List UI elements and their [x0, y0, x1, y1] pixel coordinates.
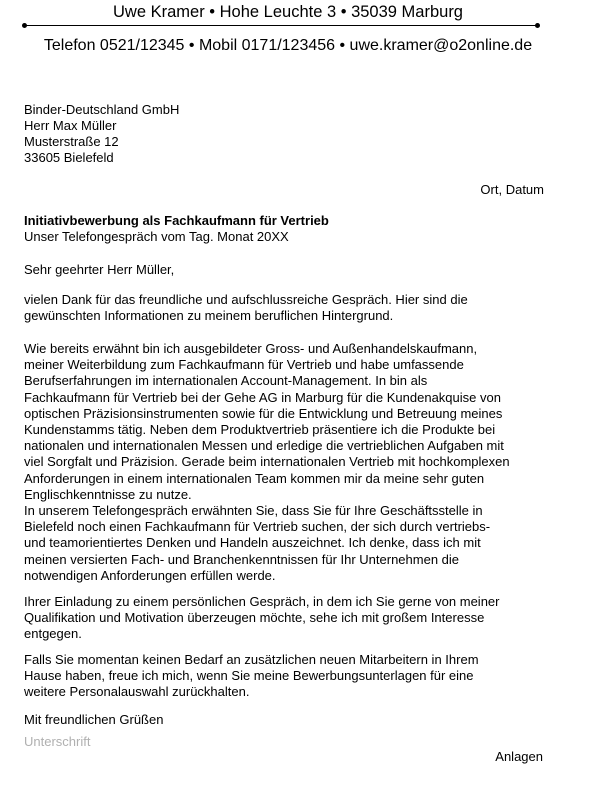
- paragraph-line: In unserem Telefongespräch erwähnten Sie, dass Sie für Ihre Geschäftsstelle in: [24, 503, 483, 518]
- body-paragraph: [24, 292, 468, 324]
- recipient-address: [24, 102, 179, 166]
- paragraph-line: Englischkenntnisse zu nutze.: [24, 486, 192, 502]
- paragraph-line: nationalen und internationalen Messen und erledige die vertrieblichen Aufgaben mit: [24, 438, 504, 454]
- signature-placeholder: Unterschrift: [24, 734, 91, 749]
- paragraph-line: meinen versierten Fach- und Branchenkenntnissen für Ihr Unternehmen die: [24, 551, 460, 567]
- recipient-company: Binder-Deutschland GmbH: [24, 102, 180, 117]
- paragraph-line: Wie bereits erwähnt bin ich ausgebildeter Gross- und Außenhandelskaufmann,: [24, 341, 478, 356]
- paragraph-line: optischen Präzisionsinstrumenten sowie für die Entwicklung und Betreuung meines: [24, 405, 503, 421]
- recipient-city: 33605 Bielefeld: [24, 150, 114, 165]
- paragraph-line: Falls Sie momentan keinen Bedarf an zusätzlichen neuen Mitarbeitern in Ihrem: [24, 652, 479, 667]
- paragraph-line: Kundenstamms tätig. Neben dem Produktvertrieb präsentiere ich die Produkte bei: [24, 422, 496, 438]
- body-paragraph: [24, 652, 479, 701]
- attachments-note: Anlagen: [495, 749, 543, 764]
- paragraph-line: Berufserfahrungen im internationalen Account-Management. In bin als: [24, 373, 428, 389]
- header-divider: [24, 25, 538, 26]
- paragraph-line: Hause haben, freue ich mich, wenn Sie meine Bewerbungsunterlagen für eine: [24, 668, 474, 684]
- paragraph-line: Ihrer Einladung zu einem persönlichen Gespräch, in dem ich Sie gerne von meiner: [24, 594, 500, 609]
- sender-contact-line: Telefon 0521/12345 • Mobil 0171/123456 • uwe.kramer@o2online.de: [43, 37, 533, 54]
- place-date: Ort, Datum: [480, 182, 544, 197]
- recipient-street: Musterstraße 12: [24, 134, 119, 149]
- paragraph-line: Fachkaufmann für Vertrieb bei der Gehe AG in Marburg für die Kundenakquise von: [24, 389, 501, 405]
- paragraph-line: viel Sorgfalt und Präzision. Gerade beim internationalen Vertrieb mit hochkomplexen: [24, 454, 510, 470]
- paragraph-line: Qualifikation und Motivation überzeugen möchte, sehe ich mit großem Interesse: [24, 610, 485, 626]
- paragraph-line: weitere Personalauswahl zurückhalten.: [24, 684, 250, 700]
- salutation: Sehr geehrter Herr Müller,: [24, 262, 175, 277]
- closing-greeting: Mit freundlichen Grüßen: [24, 712, 164, 727]
- paragraph-line: notwendigen Anforderungen erfüllen werde.: [24, 567, 276, 583]
- subject-reference: Unser Telefongespräch vom Tag. Monat 20XX: [24, 229, 289, 244]
- subject-title: Initiativbewerbung als Fachkaufmann für Vertrieb: [24, 213, 329, 228]
- divider-end-dot-left: [22, 23, 27, 28]
- divider-end-dot-right: [535, 23, 540, 28]
- paragraph-line: vielen Dank für das freundliche und aufschlussreiche Gespräch. Hier sind die: [24, 292, 468, 307]
- paragraph-line: Anforderungen in einem internationalen Team kommen mir da meine sehr guten: [24, 470, 485, 486]
- paragraph-line: entgegen.: [24, 626, 82, 642]
- sender-address-line: Uwe Kramer • Hohe Leuchte 3 • 35039 Marburg: [113, 3, 463, 21]
- subject-block: [24, 213, 329, 245]
- recipient-name: Herr Max Müller: [24, 118, 117, 133]
- paragraph-line: meiner Weiterbildung zum Fachkaufmann für Vertrieb und habe umfassende: [24, 357, 464, 373]
- body-paragraph: [24, 594, 499, 643]
- body-paragraph: [24, 503, 490, 584]
- body-paragraph: [24, 341, 510, 503]
- paragraph-line: Bielefeld noch einen Fachkaufmann für Vertrieb suchen, der sich durch vertriebs-: [24, 519, 491, 535]
- paragraph-line: gewünschten Informationen zu meinem beruflichen Hintergrund.: [24, 308, 394, 324]
- paragraph-line: und teamorientiertes Denken und Handeln auszeichnet. Ich denke, dass ich mit: [24, 535, 481, 551]
